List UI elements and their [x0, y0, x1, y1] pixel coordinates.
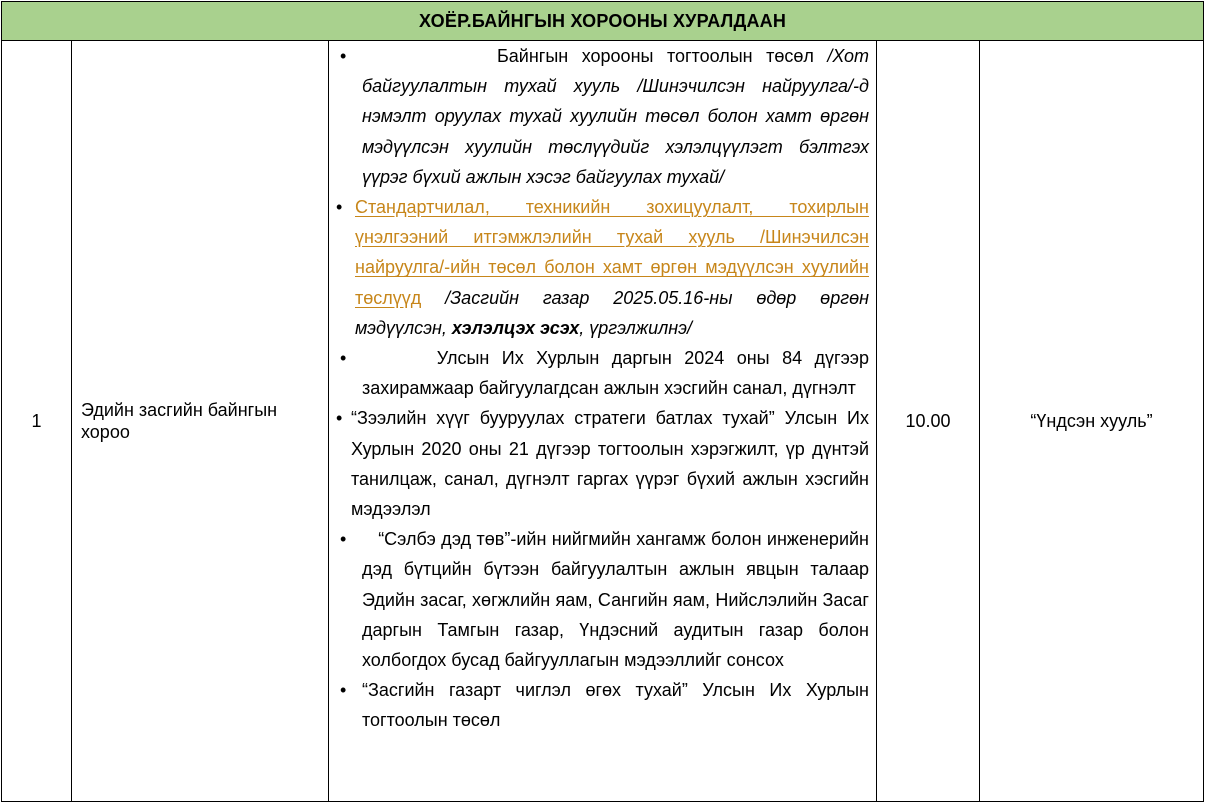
start-time: 10.00 [877, 41, 980, 802]
topics-cell [329, 41, 877, 802]
topics-list [329, 41, 876, 736]
topic-2-detail-a: /Засгийн газар 2025.05.16-ны өдөр өргөн мэдүүлсэн, [355, 287, 869, 338]
topic-2-detail-b: , үргэлжилнэ/ [579, 317, 693, 338]
topic-3-text: Улсын Их Хурлын даргын 2024 оны 84 дүгээр захирамжаар байгуулагдсан ажлын хэсгийн санал, дүгнэлт [362, 348, 875, 399]
section-header-row [2, 2, 1204, 41]
list-item [329, 343, 876, 403]
topic-1-lead: Байнгын хорооны тогтоолын төсөл [362, 46, 828, 66]
topic-2-status: хэлэлцэх эсэх [451, 317, 580, 338]
topic-1-detail: /Хот байгуулалтын тухай хууль /Шинэчилсэн найруулга/-д нэмэлт оруулах тухай хуулийн төсөл болон хамт өргөн мэдүүлсэн хуулийн төслүүдийг хэлэлцүүлэгт бэлтгэх үүрэг бүхий ажлын хэсэг байгуулах тухай/ [362, 46, 869, 187]
topic-6-text: “Засгийн газарт чиглэл өгөх тухай” Улсын Их Хурлын тогтоолын төсөл [362, 680, 869, 731]
law-name: “Үндсэн хууль” [980, 41, 1204, 802]
topic-4-text: “Зээлийн хүүг бууруулах стратеги батлах тухай” Улсын Их Хурлын 2020 оны 21 дүгээр тогтоолын хэрэгжилт, үр дүнтэй танилцаж, санал, дүгнэлт гаргах үүрэг бүхий ажлын хэсгийн мэдээлэл [351, 408, 869, 520]
list-item [329, 403, 876, 524]
topic-5-text: “Сэлбэ дэд төв”-ийн нийгмийн хангамж болон инженерийн дэд бүтцийн бүтээн байгуулалтын ажлын явцын талаар Эдийн засаг, хөгжлийн яам, Сангийн яам, Нийслэлийн Засаг даргын Тамгын газар, Үндэсний аудитын газар болон холбогдох бусад байгууллагын мэдээллийг сонсох [362, 529, 875, 671]
list-item [329, 675, 876, 735]
list-item [329, 192, 876, 343]
table-row [2, 41, 1204, 802]
list-item [329, 524, 876, 675]
list-item [329, 41, 876, 192]
agenda-table [1, 1, 1204, 802]
section-title: ХОЁР.БАЙНГЫН ХОРООНЫ ХУРАЛДААН [2, 2, 1204, 41]
row-number: 1 [2, 41, 72, 802]
law-draft-link[interactable]: Стандартчилал, техникийн зохицуулалт, тохирлын үнэлгээний итгэмжлэлийн тухай хууль /Шинэчилсэн найруулга/-ийн төсөл болон хамт өргөн мэдүүлсэн хуулийн төслүүд [355, 197, 869, 308]
committee-name: Эдийн засгийн байнгын хороо [72, 41, 329, 802]
